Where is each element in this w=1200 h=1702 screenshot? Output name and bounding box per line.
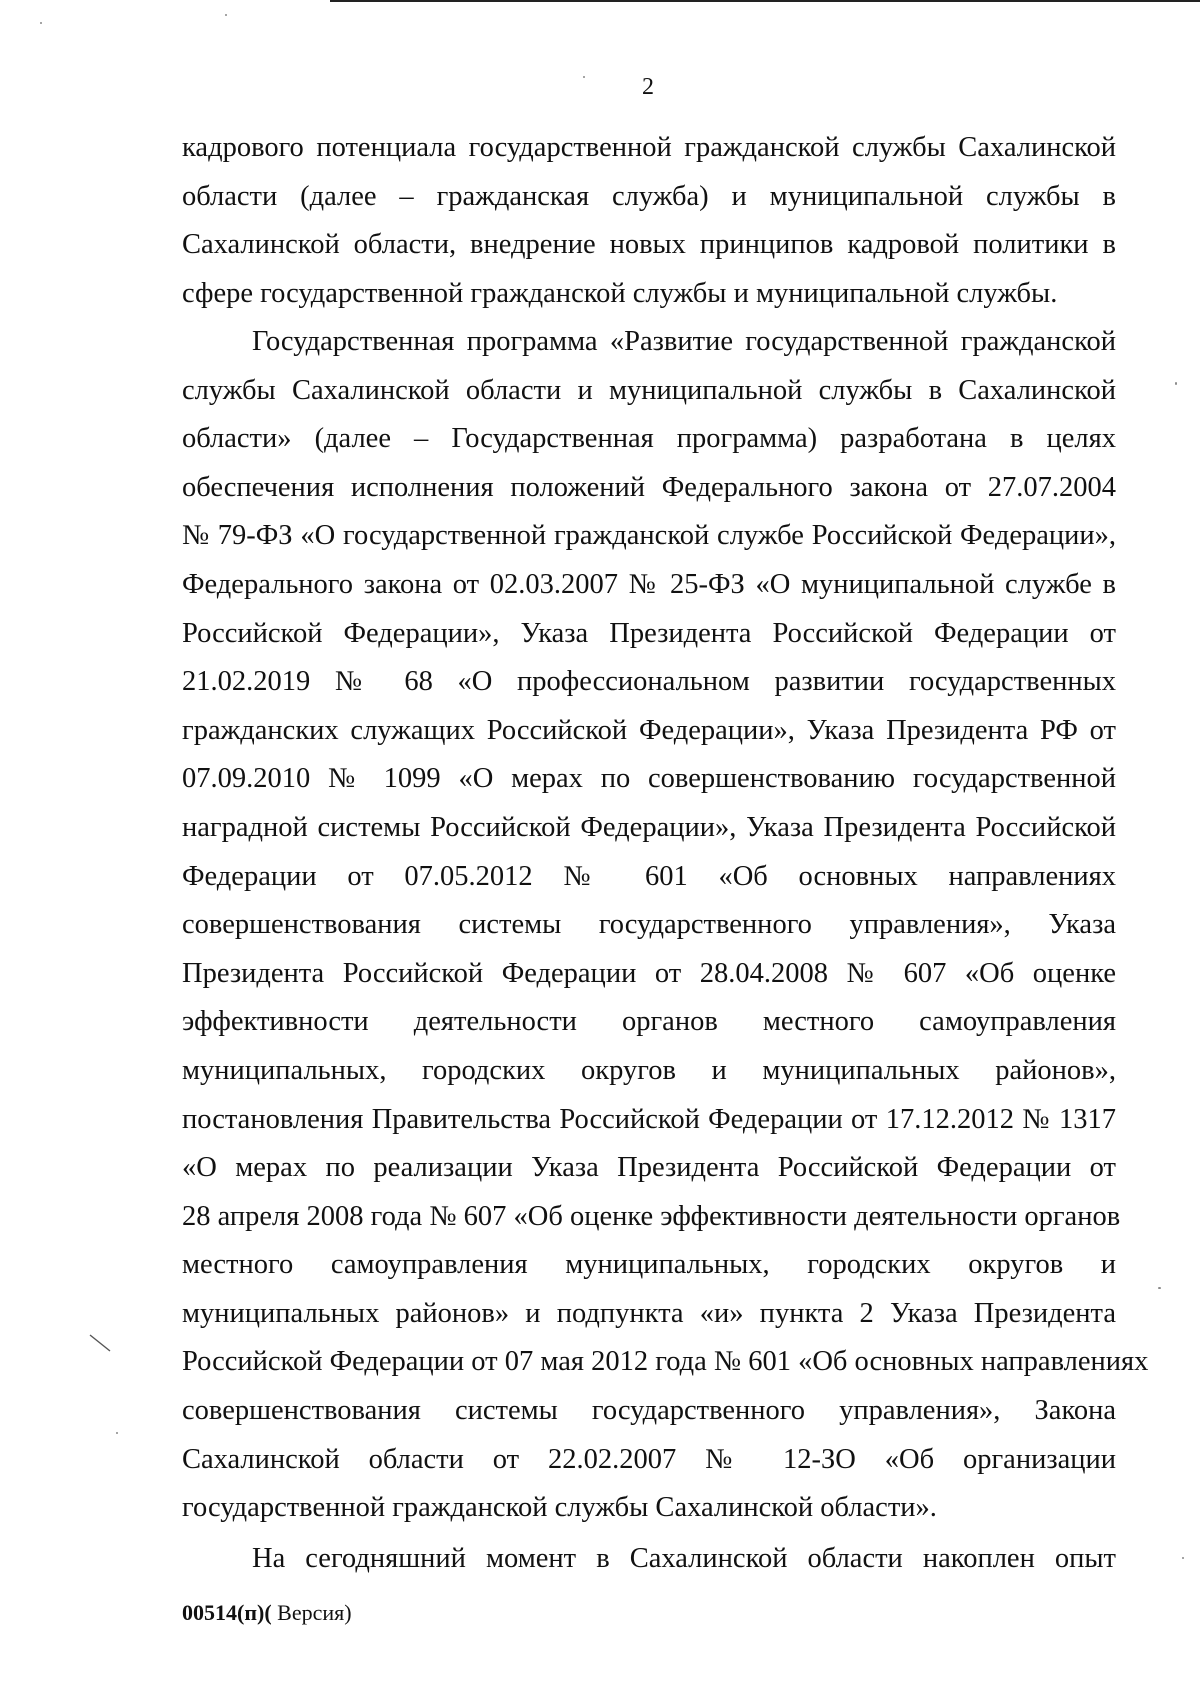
text-line: наградной системы Российской Федерации», Указа Президента Российской [182,811,1116,843]
text-line: 28 апреля 2008 года № 607 «Об оценке эффективности деятельности органов [182,1200,1121,1232]
text-line: Федерального закона от 02.03.2007 № 25-ФЗ «О муниципальной службе в [182,568,1116,600]
text-line: муниципальных районов» и подпункта «и» пункта 2 Указа Президента [182,1297,1116,1329]
text-line: службы Сахалинской области и муниципальной службы в Сахалинской [182,374,1116,406]
page-top-border [330,0,1200,2]
text-line: муниципальных, городских округов и муниципальных районов», [182,1054,1116,1086]
scan-speck [40,22,42,24]
scan-speck [1182,1557,1184,1559]
text-line: Российской Федерации», Указа Президента Российской Федерации от [182,617,1116,649]
scan-speck [1158,1287,1161,1289]
text-line: обеспечения исполнения положений Федерального закона от 27.07.2004 [182,471,1116,503]
paragraph-continuation [182,124,1116,318]
text-line: Российской Федерации от 07 мая 2012 года № 601 «Об основных направлениях [182,1346,1149,1378]
scan-speck [583,76,585,78]
document-code [182,1600,352,1626]
text-line: «О мерах по реализации Указа Президента Российской Федерации от [182,1152,1116,1184]
text-line: 07.09.2010 № 1099 «О мерах по совершенствованию государственной [182,763,1116,795]
scan-speck [1175,382,1177,385]
document-code-number: 00514(п)( [182,1600,272,1625]
text-line: совершенствования системы государственного управления», Указа [182,909,1116,941]
text-line: кадрового потенциала государственной гражданской службы Сахалинской [182,132,1116,163]
scan-speck [225,14,227,16]
text-line: На сегодняшний момент в Сахалинской области накоплен опыт [252,1543,1116,1574]
text-line: эффективности деятельности органов местного самоуправления [182,1006,1116,1038]
page-number: 2 [642,74,654,100]
paragraph-experience [182,1535,1116,1584]
text-line: Президента Российской Федерации от 28.04.2008 № 607 «Об оценке [182,957,1116,989]
text-line: сфере государственной гражданской службы и муниципальной службы. [182,277,1058,309]
text-line: 21.02.2019 № 68 «О профессиональном развитии государственных [182,666,1116,698]
scan-speck [116,1432,118,1434]
text-line: постановления Правительства Российской Федерации от 17.12.2012 № 1317 [182,1103,1116,1135]
text-line: № 79-ФЗ «О государственной гражданской службе Российской Федерации», [182,520,1116,552]
text-line: Сахалинской области от 22.02.2007 № 12-ЗО «Об организации [182,1443,1116,1475]
text-line: Федерации от 07.05.2012 № 601 «Об основных направлениях [182,860,1116,892]
text-line: государственной гражданской службы Сахалинской области». [182,1492,937,1524]
text-line: Сахалинской области, внедрение новых принципов кадровой политики в [182,229,1116,261]
text-line: Государственная программа «Развитие государственной гражданской [252,326,1116,357]
scan-mark [88,1333,114,1355]
paragraph-program-basis [182,318,1149,1533]
text-line: местного самоуправления муниципальных, городских округов и [182,1249,1116,1281]
text-line: совершенствования системы государственного управления», Закона [182,1395,1116,1427]
text-line: области» (далее – Государственная программа) разработана в целях [182,423,1116,455]
document-version-label: Версия) [271,1600,352,1625]
text-line: области (далее – гражданская служба) и муниципальной службы в [182,180,1116,212]
text-line: гражданских служащих Российской Федерации», Указа Президента РФ от [182,714,1116,746]
